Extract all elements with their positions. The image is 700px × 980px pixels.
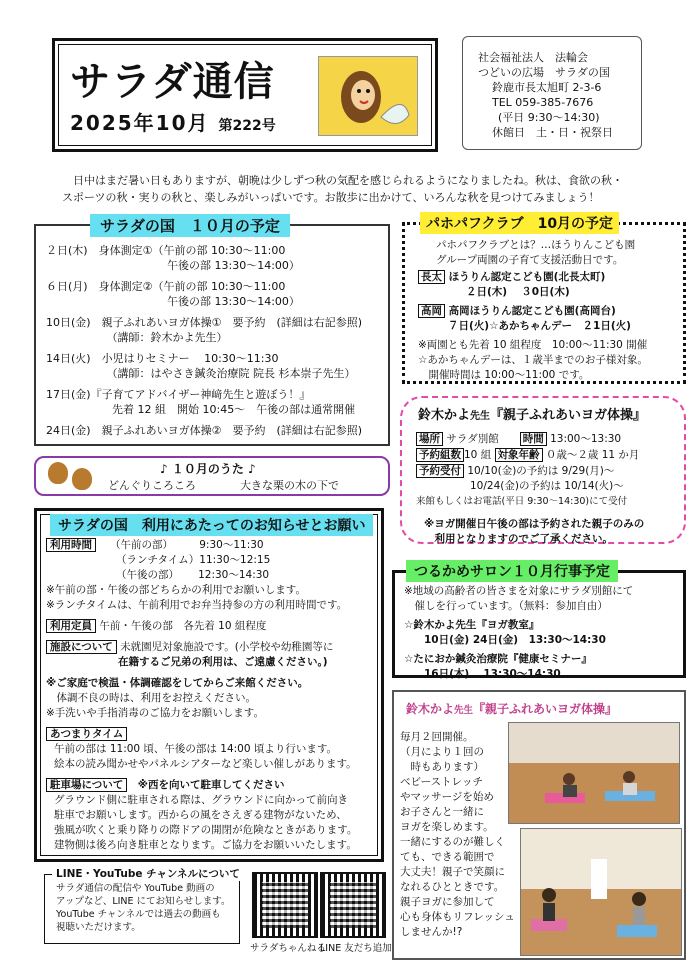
facility-text: 在籍するご兄弟の利用は、ご遠慮ください。) bbox=[118, 656, 328, 668]
acorn-icon bbox=[72, 468, 92, 490]
closed-days: 休館日 土・日・祝祭日 bbox=[492, 126, 613, 139]
papo-tag-takaoka: 高岡 bbox=[418, 304, 445, 318]
capacity-value: 午前・午後の部 各先着 10 組程度 bbox=[99, 620, 267, 632]
intro-text bbox=[62, 172, 640, 206]
hours-note: ※午前の部・午後の部どちらかの利用でお願いします。 bbox=[46, 584, 306, 596]
yoga-text-line: ても、できる範囲で bbox=[400, 851, 495, 863]
papopaf-club-title: パホパフクラブ 10月の予定 bbox=[420, 212, 619, 234]
parking-text: 駐車でお願いします。西からの風をさえぎる建物がないため、 bbox=[54, 809, 347, 821]
tsuru-event-2-title: ☆たにおか鍼灸治療院『健康セミナー』 bbox=[404, 653, 592, 665]
yoga-text-line: 時もあります） bbox=[400, 761, 484, 773]
tsuru-event-2-date: 16日(木) 13:30～14:30 bbox=[424, 668, 561, 680]
place-value: サラダ別館 bbox=[446, 433, 499, 445]
reservation-label: 予約受付 bbox=[416, 464, 464, 478]
yoga-text-line: なれるひとときです。 bbox=[400, 881, 505, 893]
papopaf-club-content bbox=[418, 238, 680, 383]
yoga-text-line: しませんか!? bbox=[400, 926, 463, 938]
schedule-item: 午後の部 13:30～14:00） bbox=[46, 295, 300, 308]
yoga-photo-title: 鈴木かよ先生『親子ふれあいヨガ体操』 bbox=[406, 702, 618, 716]
time-label: 時間 bbox=[520, 432, 547, 446]
yoga-text-line: 心も身体もリフレッシュ bbox=[400, 911, 515, 923]
capacity-label: 利用定員 bbox=[46, 619, 96, 633]
reservation-1: 10/10(金)の予約は 9/29(月)～ bbox=[467, 465, 615, 477]
parking-text: グラウンド側に駐車される際は、グラウンドに向かって前向き bbox=[54, 794, 348, 806]
time-value: 13:00～13:30 bbox=[550, 433, 622, 445]
count-label: 予約組数 bbox=[416, 448, 464, 462]
tsurukame-salon-title: つるかめサロン１０月行事予定 bbox=[406, 560, 618, 582]
tsuru-event-1-title: ☆鈴木かよ先生『ヨガ教室』 bbox=[404, 619, 540, 631]
hours-lunch: （ランチタイム）11:30～12:15 bbox=[116, 554, 271, 566]
papo-date-1: ２日(木) ３0日(木) bbox=[466, 286, 570, 298]
line-youtube-title: LINE・YouTube チャンネルについて bbox=[52, 866, 244, 881]
issue-date bbox=[70, 107, 276, 136]
schedule-item: （講師：鈴木かよ先生） bbox=[46, 331, 228, 344]
yoga-text-line: 親子ヨガに参加して bbox=[400, 896, 495, 908]
schedule-item: 午後の部 13:30～14:00） bbox=[46, 259, 300, 272]
line-qr-caption: LINE 友だち追加 bbox=[320, 943, 392, 954]
usage-notice-title: サラダの国 利用にあたってのお知らせとお願い bbox=[50, 514, 373, 536]
yoga-text-line: ベビーストレッチ bbox=[400, 776, 483, 788]
yoga-text-line: お子さんと一緒に bbox=[400, 806, 484, 818]
song-1: どんぐりころころ bbox=[108, 479, 196, 492]
yoga-note: 利用となりますのでご了承ください。 bbox=[424, 533, 613, 545]
hours-note: ※ランチタイムは、午前利用でお弁当持参の方の利用時間です。 bbox=[46, 599, 348, 611]
address: 鈴鹿市長太旭町 2-3-6 bbox=[492, 81, 602, 94]
papo-desc: グループ両園の子育て支援活動日です。 bbox=[436, 254, 624, 266]
youtube-qr-code-icon[interactable] bbox=[252, 872, 318, 938]
schedule-item: 17日(金)『子育てアドバイザー神﨑先生と遊ぼう！』 bbox=[46, 388, 311, 401]
tsuru-event-1-date: 10日(金) 24日(金) 13:30～14:30 bbox=[424, 634, 606, 646]
facility-label: 施設について bbox=[46, 640, 117, 654]
schedule-item: 先着 12 組 開始 10:45～ 午後の部は通常開催 bbox=[46, 403, 356, 416]
song-2: 大きな栗の木の下で bbox=[240, 479, 339, 492]
papo-date-2: ７日(火)☆あかちゃんデー ２1日(火) bbox=[448, 320, 631, 332]
october-schedule-title: サラダの国 １０月の予定 bbox=[90, 214, 290, 237]
schedule-item: ６日(月) 身体測定②（午前の部 10:30～11:00 bbox=[46, 280, 286, 293]
papo-tag-nagou: 長太 bbox=[418, 270, 445, 284]
hours-morning: （午前の部） 9:30～11:30 bbox=[110, 539, 264, 551]
yoga-text-line: やマッサージを始め bbox=[400, 791, 494, 803]
yoga-class-photo bbox=[520, 828, 682, 956]
papo-place-1: ほうりん認定こども園(北長太町) bbox=[448, 271, 606, 283]
issue-number: 第222号 bbox=[218, 118, 276, 134]
schedule-item: 14日(火) 小児はりセミナー 10:30～11:30 bbox=[46, 352, 279, 365]
facility-name: つどいの広場 サラダの国 bbox=[478, 66, 610, 79]
reservation-3: 来館もしくはお電話(平日 9:30～14:30)にて受付 bbox=[416, 496, 628, 507]
intro-line-1: 日中はまだ暑い日もありますが、朝晩は少しずつ秋の気配を感じられるようになりましたね。秋は、食欲の秋・ bbox=[62, 174, 623, 187]
song-title: ♪ １０月のうた ♪ bbox=[160, 462, 256, 476]
acorn-icon bbox=[48, 462, 68, 484]
yoga-class-photo bbox=[508, 722, 680, 824]
usage-notice-content bbox=[46, 538, 376, 853]
youtube-qr-caption: サラダちゃんねる bbox=[250, 943, 326, 954]
papo-desc: パホパフクラブとは？…ほうりんこども園 bbox=[436, 239, 636, 251]
health-note: ※手洗いや手指消毒のご協力をお願いします。 bbox=[46, 707, 264, 719]
yoga-note: ※ヨガ開催日午後の部は予約された親子のみの bbox=[424, 518, 645, 530]
atsumari-label: あつまりタイム bbox=[46, 727, 127, 741]
schedule-list bbox=[46, 243, 386, 438]
papo-note: ※両園とも先着 10 組程度 10:00～11:30 開催 bbox=[418, 339, 648, 351]
reservation-2: 10/24(金)の予約は 10/14(火)～ bbox=[470, 480, 624, 492]
hours-afternoon: （午後の部） 12:30～14:30 bbox=[116, 569, 270, 581]
target-value: ０歳～２歳 11 か月 bbox=[545, 449, 640, 461]
schedule-item: 10日(金) 親子ふれあいヨガ体操① 要予約 (詳細は右記参照) bbox=[46, 316, 363, 329]
yoga-text-line: （月により１回の bbox=[400, 746, 484, 758]
yoga-photo-text bbox=[400, 730, 520, 940]
papo-note: ☆あかちゃんデーは、１歳半までのお子様対象。 bbox=[418, 354, 648, 366]
atsumari-text: 絵本の読み聞かせやパネルシアターなど楽しい催しがあります。 bbox=[54, 758, 357, 770]
place-label: 場所 bbox=[416, 432, 443, 446]
target-label: 対象年齢 bbox=[495, 448, 543, 462]
schedule-item: 24日(金) 親子ふれあいヨガ体操② 要予約 (詳細は右記参照) bbox=[46, 424, 363, 437]
yoga-info-details bbox=[416, 432, 682, 547]
facility-text: 未就園児対象施設です。(小学校や幼稚園等に bbox=[120, 641, 334, 653]
phone: TEL 059-385-7676 bbox=[492, 96, 594, 109]
schedule-item: （講師：はやさき鍼灸治療院 院長 杉本崇子先生） bbox=[46, 367, 356, 380]
phone-hours: (平日 9:30～14:30) bbox=[498, 111, 600, 124]
hours-label: 利用時間 bbox=[46, 538, 96, 552]
papo-note: 開催時間は 10:00～11:00 です。 bbox=[418, 369, 590, 381]
yoga-text-line: 大丈夫！親子で笑顔に bbox=[400, 866, 505, 878]
atsumari-text: 午前の部は 11:00 頃、午後の部は 14:00 頃より行います。 bbox=[54, 743, 338, 755]
health-note: 体調不良の時は、利用をお控えください。 bbox=[46, 692, 256, 704]
yoga-info-title: 鈴木かよ先生『親子ふれあいヨガ体操』 bbox=[418, 408, 647, 423]
parking-text: 強風が吹くと乗り降りの際ドアの開閉が危険なときがあります。 bbox=[54, 824, 358, 836]
yoga-text-line: ヨガを楽しめます。 bbox=[400, 821, 494, 833]
org-info bbox=[478, 50, 613, 140]
tsuru-desc: 催しを行っています。（無料：参加自由） bbox=[404, 600, 608, 612]
health-note: ※ご家庭で検温・体調確認をしてからご来館ください。 bbox=[46, 677, 309, 689]
line-qr-code-icon[interactable] bbox=[320, 872, 386, 938]
intro-line-2: スポーツの秋・実りの秋と、楽しみがいっぱいです。お散歩に出かけて、いろんな秋を見つけてみましょう！ bbox=[62, 191, 600, 204]
count-value: 10 組 bbox=[464, 449, 492, 461]
tsuru-desc: ※地域の高齢者の皆さまを対象にサラダ別館にて bbox=[404, 585, 634, 597]
line-youtube-text: サラダ通信の配信や YouTube 動画の アップなど、LINE にてお知らせします。 YouTube チャンネルでは過去の動画も 視聴いただけます。 bbox=[56, 883, 231, 933]
yoga-text-line: 一緒にするのが難しく bbox=[400, 836, 505, 848]
newsletter-title: サラダ通信 bbox=[70, 59, 275, 105]
tsurukame-content bbox=[404, 584, 682, 682]
yoga-text-line: 毎月２回開催。 bbox=[400, 731, 474, 743]
org-name: 社会福祉法人 法輪会 bbox=[478, 51, 588, 64]
parking-headline: ※西を向いて駐車してください bbox=[137, 779, 285, 791]
parking-label: 駐車場について bbox=[46, 778, 127, 792]
parking-text: 建物側は後ろ向き駐車となります。ご協力をお願いいたします。 bbox=[54, 839, 357, 851]
issue-month: 2025年10月 bbox=[70, 111, 210, 135]
papo-place-2: 高岡ほうりん認定こども園(高岡台) bbox=[448, 305, 616, 317]
salad-mascot-logo bbox=[318, 56, 418, 136]
schedule-item: ２日(木) 身体測定①（午前の部 10:30～11:00 bbox=[46, 244, 286, 257]
